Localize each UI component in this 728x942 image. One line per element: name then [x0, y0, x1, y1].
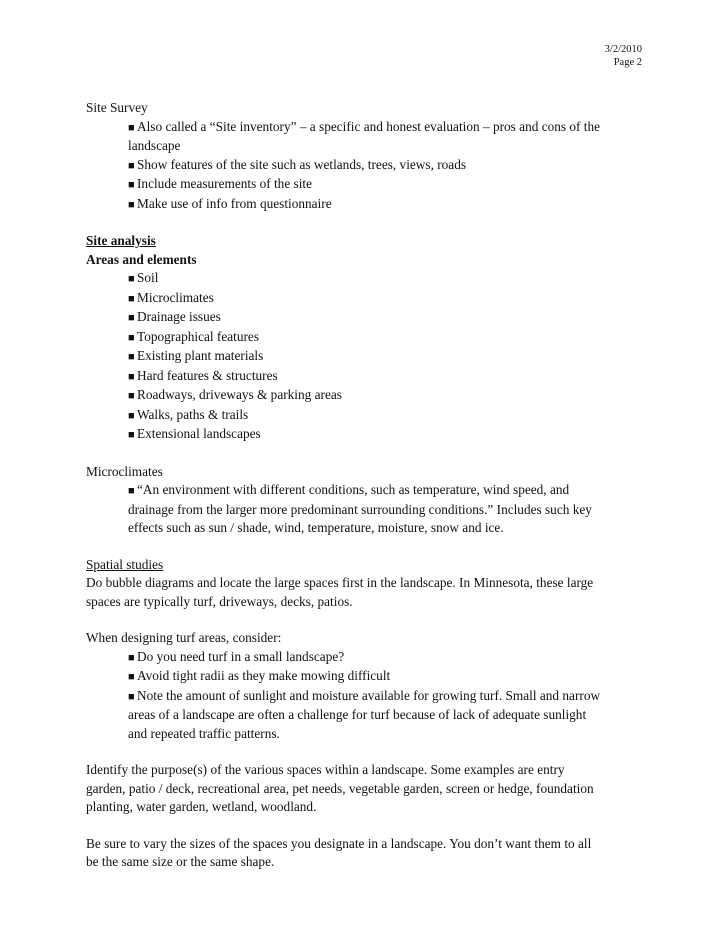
paragraph-line: Do bubble diagrams and locate the large spaces first in the landscape. In Minnesota, these large	[86, 575, 594, 590]
microclimates-heading: Microclimates	[86, 463, 163, 479]
list-item: ■ Microclimates	[128, 289, 646, 309]
list-item: ■ Hard features & structures	[128, 367, 646, 387]
areas-elements-subheading: Areas and elements	[86, 251, 197, 267]
square-bullet-icon: ■	[128, 651, 135, 664]
list-item: ■ Show features of the site such as wetlands, trees, views, roads	[128, 156, 646, 176]
square-bullet-icon: ■	[128, 409, 135, 422]
list-item: ■ Make use of info from questionnaire	[128, 195, 646, 215]
square-bullet-icon: ■	[128, 198, 135, 211]
list-item: ■ Note the amount of sunlight and moisture available for growing turf. Small and narrow areas of a landscape are often a challenge for turf because of lack of adequate sunlight and repeated traffic patterns.	[128, 687, 601, 741]
square-bullet-icon: ■	[128, 671, 135, 683]
square-bullet-icon: ■	[128, 485, 135, 497]
list-item: ■ Drainage issues	[128, 308, 646, 328]
list-item: ■ Existing plant materials	[128, 347, 646, 367]
square-bullet-icon: ■	[128, 292, 135, 305]
square-bullet-icon: ■	[128, 312, 135, 324]
square-bullet-icon: ■	[128, 331, 135, 344]
paragraph-line: be the same size or the same shape.	[86, 854, 275, 869]
list-item: ■ Do you need turf in a small landscape?	[128, 648, 646, 668]
list-item: ■ Avoid tight radii as they make mowing difficult	[128, 667, 646, 687]
square-bullet-icon: ■	[128, 121, 135, 134]
list-item: ■ Topographical features	[128, 328, 646, 348]
spatial-studies-heading: Spatial studies	[86, 556, 164, 572]
square-bullet-icon: ■	[128, 159, 135, 172]
header-page-number: Page 2	[613, 57, 642, 68]
square-bullet-icon: ■	[128, 370, 135, 383]
list-item: ■ Soil	[128, 269, 646, 289]
list-item: ■ Include measurements of the site	[128, 175, 646, 195]
header-date: 3/2/2010	[604, 44, 642, 55]
paragraph-line: garden, patio / deck, recreational area, pet needs, vegetable garden, screen or hedge, foundation	[86, 780, 594, 796]
paragraph-line: planting, water garden, wetland, woodland.	[86, 799, 317, 814]
list-item: ■ Walks, paths & trails	[128, 406, 646, 426]
paragraph-line: Identify the purpose(s) of the various spaces within a landscape. Some examples are entry	[86, 762, 565, 777]
site-analysis-heading: Site analysis	[86, 233, 156, 248]
turf-intro: When designing turf areas, consider:	[86, 630, 282, 645]
page-header	[605, 43, 642, 69]
square-bullet-icon: ■	[128, 390, 135, 402]
paragraph-line: spaces are typically turf, driveways, decks, patios.	[86, 593, 353, 609]
document-body	[86, 99, 646, 872]
square-bullet-icon: ■	[128, 351, 135, 363]
square-bullet-icon: ■	[128, 429, 135, 441]
list-item: ■ “An environment with different conditions, such as temperature, wind speed, and drainage from the larger more predominant surrounding conditions.” Includes such key effects such as sun / shade, wind, temperature, moisture, snow and ice.	[128, 482, 592, 535]
list-item: ■ Also called a “Site inventory” – a specific and honest evaluation – pros and cons of the landscape	[128, 118, 601, 153]
square-bullet-icon: ■	[128, 179, 135, 191]
paragraph-line: Be sure to vary the sizes of the spaces you designate in a landscape. You don’t want them to all	[86, 835, 592, 851]
square-bullet-icon: ■	[128, 690, 135, 703]
list-item: ■ Roadways, driveways & parking areas	[128, 386, 646, 406]
square-bullet-icon: ■	[128, 273, 135, 285]
list-item: ■ Extensional landscapes	[128, 425, 646, 445]
site-survey-heading: Site Survey	[86, 100, 148, 115]
